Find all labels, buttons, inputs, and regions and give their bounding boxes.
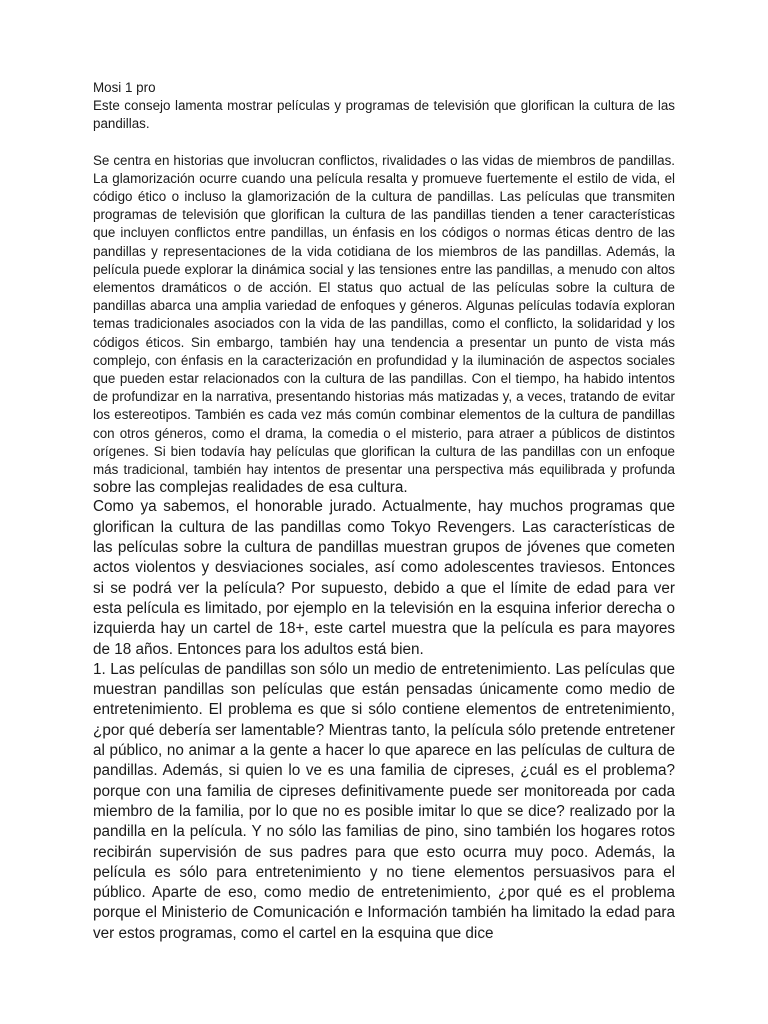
document-title: Mosi 1 pro xyxy=(93,80,156,95)
motion-text: Este consejo lamenta mostrar películas y programas de televisión que glorifican la cultura de las pandillas. xyxy=(93,98,675,132)
body-small-tail: sobre las complejas realidades de esa cultura. xyxy=(93,479,408,497)
body-paragraph-large-1: Como ya sabemos, el honorable jurado. Actualmente, hay muchos programas que glorifican la cultura de las pandillas como Tokyo Revengers. Las características de las películas sobre la cultura de pandillas muestran grupos de jóvenes que cometen actos violentos y desviaciones sociales, así como adolescentes traviesos. Entonces si se podrá ver la película? Por supuesto, debido a que el límite de edad para ver esta película es limitado, por ejemplo en la televisión en la esquina inferior derecha o izquierda hay un cartel de 18+, este cartel muestra que la película es para mayores de 18 años. Entonces para los adultos está bien. xyxy=(93,498,675,658)
intro-block xyxy=(93,79,675,497)
body-paragraph-large-2: 1. Las películas de pandillas son sólo un medio de entretenimiento. Las películas que muestran pandillas son películas que están pensadas únicamente como medio de entretenimiento. El problema es que si sólo contiene elementos de entretenimiento, ¿por qué debería ser lamentable? Mientras tanto, la película sólo pretende entretener al público, no animar a la gente a hacer lo que aparece en las películas de cultura de pandillas. Además, si quien lo ve es una familia de cipreses, ¿cuál es el problema? porque con una familia de cipreses definitivamente puede ser monitoreada por cada miembro de la familia, por lo que no es posible imitar lo que se dice? realizado por la pandilla en la película. Y no sólo las familias de pino, sino también los hogares rotos recibirán supervisión de sus padres para que esto ocurra muy poco. Además, la película es sólo para entretenimiento y no tiene elementos persuasivos para el público. Aparte de eso, como medio de entretenimiento, ¿por qué es el problema porque el Ministerio de Comunicación e Información también ha limitado la edad para ver estos programas, como el cartel en la esquina que dice xyxy=(93,660,675,942)
body-small-text: Se centra en historias que involucran conflictos, rivalidades o las vidas de miembros de pandillas. La glamorización ocurre cuando una película resalta y promueve fuertemente el estilo de vida, el código ético o incluso la glamorización de la cultura de pandillas. Las películas que transmiten programas de televisión que glorifican la cultura de las pandillas tienden a tener características que incluyen conflictos entre pandillas, un énfasis en los códigos o normas éticas dentro de las pandillas y representaciones de la vida cotidiana de los miembros de las pandillas. Además, la película puede explorar la dinámica social y las tensiones entre las pandillas, a menudo con altos elementos dramáticos o de acción. El status quo actual de las películas sobre la cultura de pandillas abarca una amplia variedad de enfoques y géneros. Algunas películas todavía exploran temas tradicionales asociados con la vida de las pandillas, como el conflicto, la solidaridad y los códigos éticos. Sin embargo, también hay una tendencia a presentar un punto de vista más complejo, con énfasis en la caracterización en profundidad y la iluminación de aspectos sociales que pueden estar relacionados con la cultura de las pandillas. Con el tiempo, ha habido intentos de profundizar en la narrativa, presentando historias más matizadas y, a veces, tratando de evitar los estereotipos. También es cada vez más común combinar elementos de la cultura de pandillas con otros géneros, como el drama, la comedia o el misterio, para atraer a públicos de distintos orígenes. Si bien todavía hay películas que glorifican la cultura de las pandillas con un enfoque más tradicional, también hay intentos de presentar una perspectiva más equilibrada y profunda xyxy=(93,152,675,478)
argument-block xyxy=(93,497,675,944)
body-paragraph-small xyxy=(93,152,675,498)
document-page xyxy=(93,79,675,944)
paragraph-gap xyxy=(93,134,675,152)
